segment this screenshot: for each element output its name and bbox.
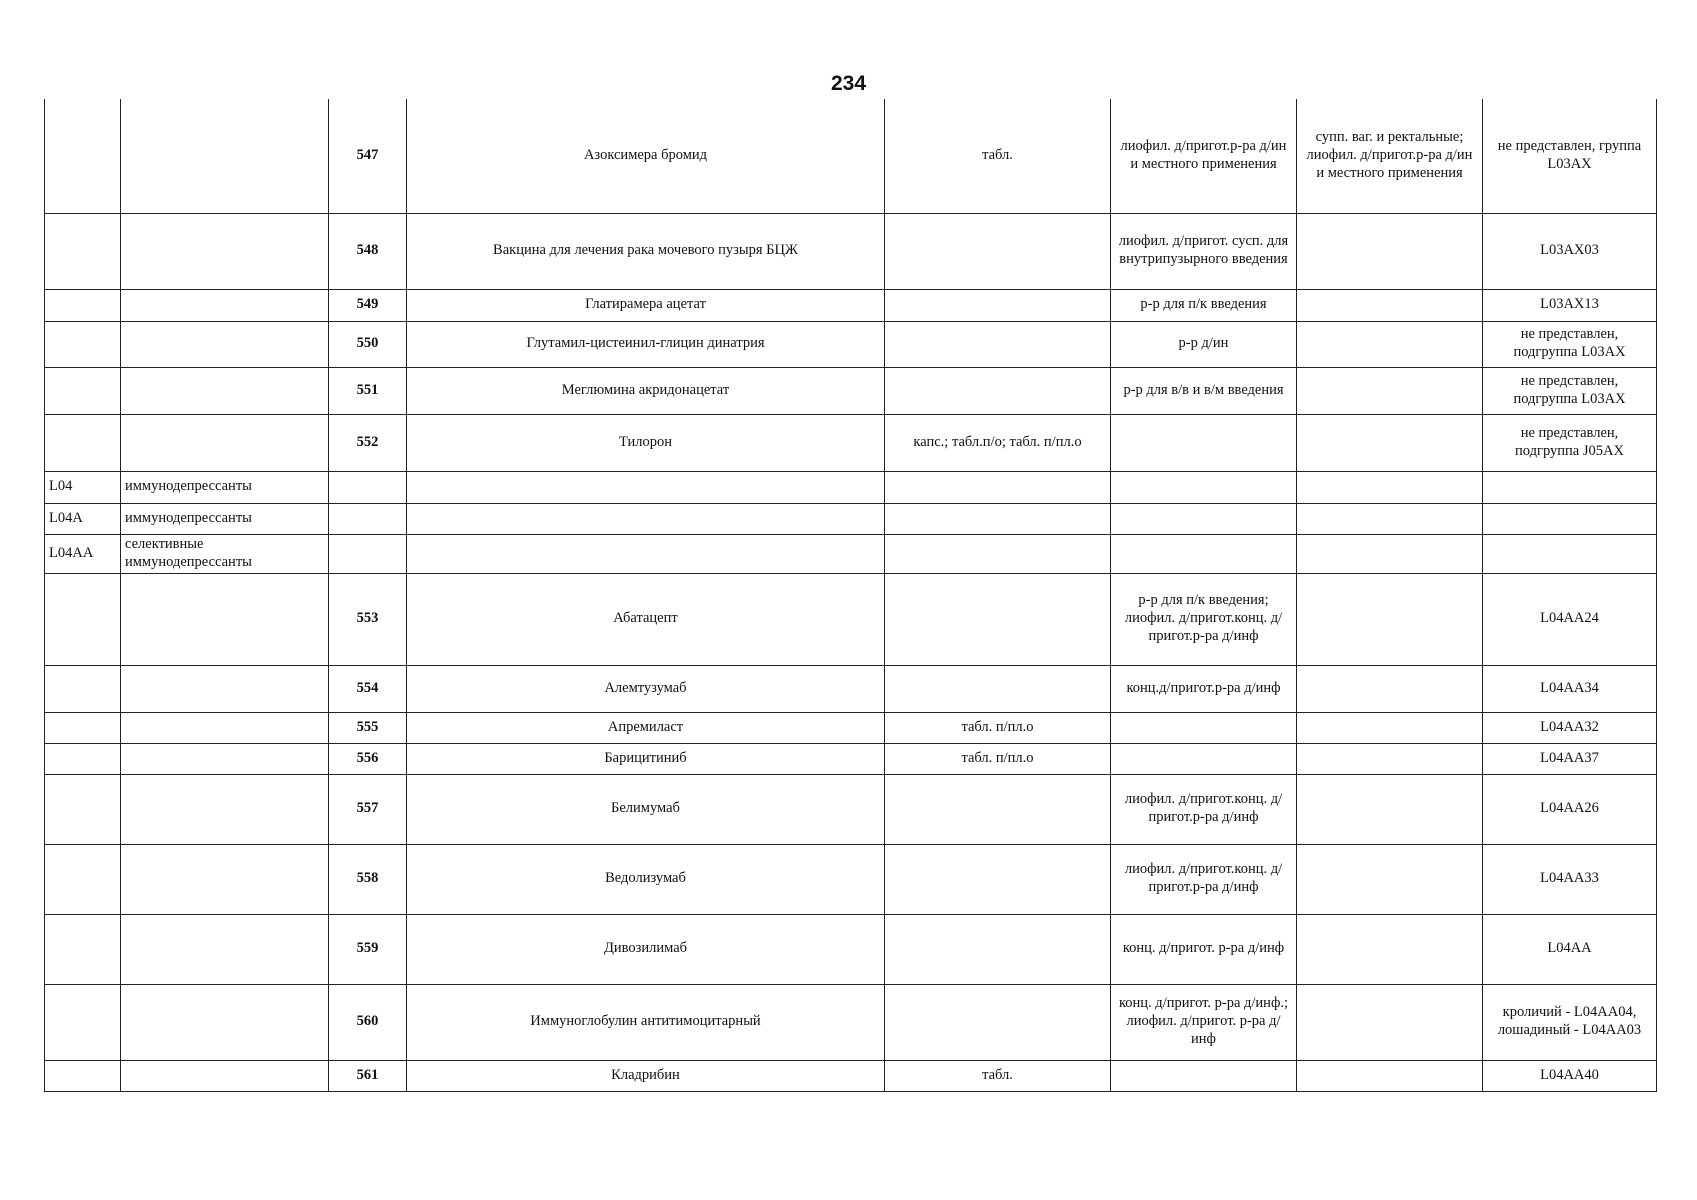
atc-reference-cell: L04AA26 <box>1483 774 1657 844</box>
atc-code-cell <box>45 1060 121 1091</box>
table-row <box>45 914 1657 984</box>
dosage-form-other-cell <box>1297 213 1483 289</box>
table-row <box>45 367 1657 414</box>
atc-code-cell <box>45 99 121 213</box>
table-row <box>45 321 1657 367</box>
drug-name-cell <box>407 471 885 503</box>
dosage-form-injection-cell: лиофил. д/пригот.р-ра д/ин и местного применения <box>1111 99 1297 213</box>
row-number-cell: 553 <box>329 573 407 665</box>
group-name-cell <box>121 573 329 665</box>
atc-code-cell <box>45 367 121 414</box>
atc-reference-cell: L04AA40 <box>1483 1060 1657 1091</box>
drug-name-cell: Алемтузумаб <box>407 665 885 712</box>
dosage-form-injection-cell: конц. д/пригот. р-ра д/инф <box>1111 914 1297 984</box>
group-name-cell <box>121 367 329 414</box>
dosage-form-other-cell <box>1297 712 1483 743</box>
row-number-cell: 552 <box>329 414 407 471</box>
drug-name-cell: Апремиласт <box>407 712 885 743</box>
dosage-form-oral-cell <box>885 471 1111 503</box>
dosage-form-other-cell <box>1297 503 1483 534</box>
row-number-cell: 547 <box>329 99 407 213</box>
page-number: 234 <box>830 72 867 95</box>
atc-code-cell <box>45 213 121 289</box>
table-body <box>45 99 1657 1091</box>
row-number-cell <box>329 503 407 534</box>
table-row <box>45 213 1657 289</box>
table-row <box>45 665 1657 712</box>
dosage-form-injection-cell: лиофил. д/пригот. сусп. для внутрипузырного введения <box>1111 213 1297 289</box>
dosage-form-injection-cell: лиофил. д/пригот.конц. д/пригот.р-ра д/инф <box>1111 774 1297 844</box>
atc-reference-cell: не представлен, подгруппа J05AX <box>1483 414 1657 471</box>
table-row <box>45 573 1657 665</box>
row-number-cell: 559 <box>329 914 407 984</box>
row-number-cell <box>329 471 407 503</box>
table-row <box>45 289 1657 321</box>
row-number-cell: 555 <box>329 712 407 743</box>
dosage-form-injection-cell <box>1111 712 1297 743</box>
drug-table <box>44 99 1657 1092</box>
dosage-form-injection-cell <box>1111 471 1297 503</box>
dosage-form-other-cell <box>1297 534 1483 573</box>
group-name-cell <box>121 914 329 984</box>
dosage-form-other-cell <box>1297 665 1483 712</box>
dosage-form-injection-cell <box>1111 534 1297 573</box>
dosage-form-injection-cell <box>1111 1060 1297 1091</box>
drug-name-cell: Ведолизумаб <box>407 844 885 914</box>
group-name-cell <box>121 1060 329 1091</box>
dosage-form-other-cell <box>1297 289 1483 321</box>
atc-reference-cell: L04AA37 <box>1483 743 1657 774</box>
group-name-cell <box>121 774 329 844</box>
atc-code-cell <box>45 743 121 774</box>
dosage-form-injection-cell: р-р для п/к введения; лиофил. д/пригот.конц. д/пригот.р-ра д/инф <box>1111 573 1297 665</box>
table-row <box>45 534 1657 573</box>
dosage-form-oral-cell: табл. п/пл.о <box>885 743 1111 774</box>
atc-code-cell <box>45 573 121 665</box>
table-row <box>45 99 1657 213</box>
drug-name-cell: Кладрибин <box>407 1060 885 1091</box>
atc-code-cell <box>45 844 121 914</box>
dosage-form-other-cell <box>1297 774 1483 844</box>
table-row <box>45 844 1657 914</box>
dosage-form-injection-cell: р-р для п/к введения <box>1111 289 1297 321</box>
dosage-form-oral-cell <box>885 503 1111 534</box>
dosage-form-oral-cell: табл. <box>885 1060 1111 1091</box>
drug-name-cell: Иммуноглобулин антитимоцитарный <box>407 984 885 1060</box>
drug-name-cell: Глатирамера ацетат <box>407 289 885 321</box>
table-row <box>45 414 1657 471</box>
atc-reference-cell: L04AA <box>1483 914 1657 984</box>
row-number-cell: 558 <box>329 844 407 914</box>
row-number-cell: 556 <box>329 743 407 774</box>
dosage-form-injection-cell <box>1111 503 1297 534</box>
dosage-form-oral-cell <box>885 367 1111 414</box>
atc-reference-cell: L04AA33 <box>1483 844 1657 914</box>
dosage-form-other-cell <box>1297 471 1483 503</box>
row-number-cell <box>329 534 407 573</box>
dosage-form-other-cell <box>1297 367 1483 414</box>
dosage-form-oral-cell <box>885 534 1111 573</box>
group-name-cell <box>121 844 329 914</box>
dosage-form-oral-cell <box>885 321 1111 367</box>
dosage-form-oral-cell <box>885 914 1111 984</box>
atc-code-cell: L04A <box>45 503 121 534</box>
atc-reference-cell <box>1483 471 1657 503</box>
dosage-form-other-cell <box>1297 914 1483 984</box>
atc-code-cell <box>45 289 121 321</box>
drug-name-cell: Абатацепт <box>407 573 885 665</box>
dosage-form-injection-cell: р-р д/ин <box>1111 321 1297 367</box>
dosage-form-injection-cell <box>1111 414 1297 471</box>
atc-code-cell <box>45 321 121 367</box>
dosage-form-oral-cell <box>885 213 1111 289</box>
group-name-cell: иммунодепрессанты <box>121 503 329 534</box>
dosage-form-other-cell <box>1297 321 1483 367</box>
row-number-cell: 554 <box>329 665 407 712</box>
atc-reference-cell: кроличий - L04AA04, лошадиный - L04AA03 <box>1483 984 1657 1060</box>
drug-name-cell: Белимумаб <box>407 774 885 844</box>
atc-reference-cell <box>1483 534 1657 573</box>
table-row <box>45 712 1657 743</box>
group-name-cell <box>121 99 329 213</box>
group-name-cell <box>121 414 329 471</box>
dosage-form-other-cell <box>1297 573 1483 665</box>
atc-code-cell: L04AA <box>45 534 121 573</box>
dosage-form-oral-cell <box>885 774 1111 844</box>
group-name-cell <box>121 213 329 289</box>
table-row <box>45 984 1657 1060</box>
table-row <box>45 471 1657 503</box>
atc-code-cell <box>45 774 121 844</box>
drug-name-cell: Тилорон <box>407 414 885 471</box>
dosage-form-injection-cell <box>1111 743 1297 774</box>
group-name-cell: иммунодепрессанты <box>121 471 329 503</box>
dosage-form-injection-cell: конц.д/пригот.р-ра д/инф <box>1111 665 1297 712</box>
atc-code-cell <box>45 414 121 471</box>
dosage-form-other-cell <box>1297 743 1483 774</box>
dosage-form-oral-cell <box>885 665 1111 712</box>
table-row <box>45 1060 1657 1091</box>
dosage-form-other-cell <box>1297 414 1483 471</box>
drug-name-cell: Вакцина для лечения рака мочевого пузыря БЦЖ <box>407 213 885 289</box>
atc-code-cell <box>45 712 121 743</box>
atc-code-cell <box>45 984 121 1060</box>
dosage-form-oral-cell <box>885 289 1111 321</box>
dosage-form-injection-cell: лиофил. д/пригот.конц. д/пригот.р-ра д/инф <box>1111 844 1297 914</box>
drug-name-cell <box>407 503 885 534</box>
dosage-form-oral-cell <box>885 984 1111 1060</box>
row-number-cell: 560 <box>329 984 407 1060</box>
dosage-form-injection-cell: конц. д/пригот. р-ра д/инф.; лиофил. д/пригот. р-ра д/инф <box>1111 984 1297 1060</box>
dosage-form-other-cell: супп. ваг. и ректальные; лиофил. д/пригот.р-ра д/ин и местного применения <box>1297 99 1483 213</box>
atc-reference-cell: не представлен, подгруппа L03AX <box>1483 321 1657 367</box>
atc-reference-cell: L04AA24 <box>1483 573 1657 665</box>
dosage-form-other-cell <box>1297 844 1483 914</box>
atc-reference-cell: L04AA32 <box>1483 712 1657 743</box>
drug-name-cell: Дивозилимаб <box>407 914 885 984</box>
atc-reference-cell: не представлен, подгруппа L03AX <box>1483 367 1657 414</box>
drug-name-cell <box>407 534 885 573</box>
row-number-cell: 550 <box>329 321 407 367</box>
group-name-cell: селективные иммунодепрессанты <box>121 534 329 573</box>
row-number-cell: 548 <box>329 213 407 289</box>
group-name-cell <box>121 321 329 367</box>
row-number-cell: 561 <box>329 1060 407 1091</box>
dosage-form-oral-cell: капс.; табл.п/о; табл. п/пл.о <box>885 414 1111 471</box>
atc-reference-cell <box>1483 503 1657 534</box>
atc-code-cell <box>45 665 121 712</box>
atc-code-cell <box>45 914 121 984</box>
table-row <box>45 774 1657 844</box>
atc-reference-cell: L03AX03 <box>1483 213 1657 289</box>
table-row <box>45 503 1657 534</box>
dosage-form-oral-cell: табл. п/пл.о <box>885 712 1111 743</box>
table-row <box>45 743 1657 774</box>
group-name-cell <box>121 743 329 774</box>
dosage-form-other-cell <box>1297 1060 1483 1091</box>
group-name-cell <box>121 984 329 1060</box>
group-name-cell <box>121 289 329 321</box>
dosage-form-oral-cell <box>885 844 1111 914</box>
dosage-form-oral-cell <box>885 573 1111 665</box>
atc-reference-cell: L04AA34 <box>1483 665 1657 712</box>
row-number-cell: 557 <box>329 774 407 844</box>
atc-reference-cell: не представлен, группа L03AX <box>1483 99 1657 213</box>
row-number-cell: 549 <box>329 289 407 321</box>
atc-code-cell: L04 <box>45 471 121 503</box>
row-number-cell: 551 <box>329 367 407 414</box>
dosage-form-oral-cell: табл. <box>885 99 1111 213</box>
group-name-cell <box>121 665 329 712</box>
drug-name-cell: Барицитиниб <box>407 743 885 774</box>
drug-name-cell: Меглюмина акридонацетат <box>407 367 885 414</box>
drug-name-cell: Глутамил-цистеинил-глицин динатрия <box>407 321 885 367</box>
group-name-cell <box>121 712 329 743</box>
drug-name-cell: Азоксимера бромид <box>407 99 885 213</box>
dosage-form-injection-cell: р-р для в/в и в/м введения <box>1111 367 1297 414</box>
dosage-form-other-cell <box>1297 984 1483 1060</box>
atc-reference-cell: L03AX13 <box>1483 289 1657 321</box>
